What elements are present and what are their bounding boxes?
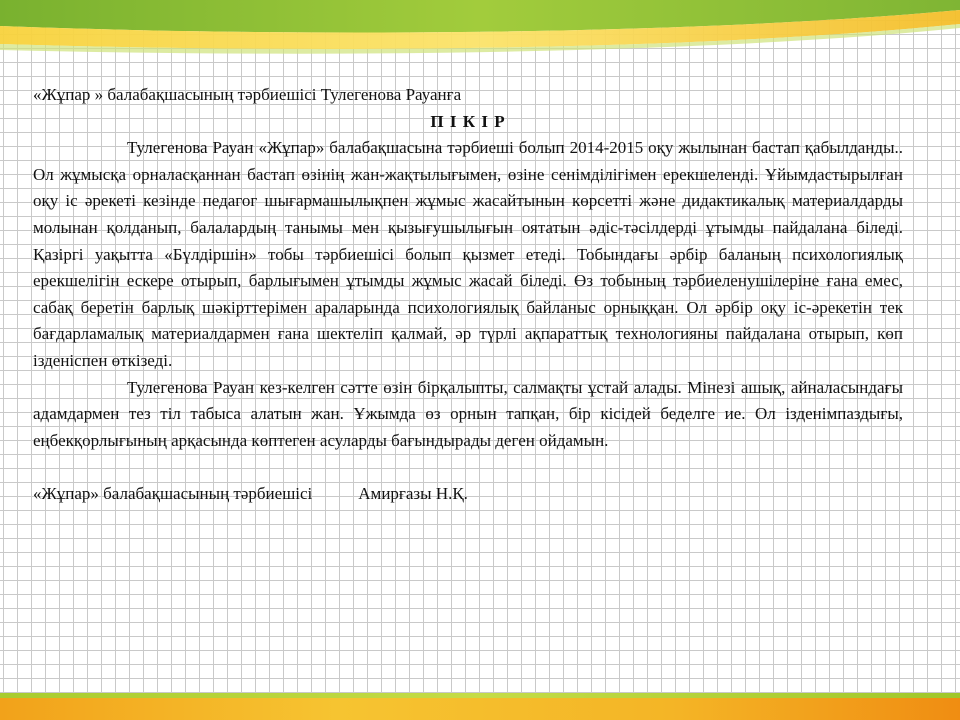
signature-name: Амирғазы Н.Қ. xyxy=(358,483,468,503)
letter-paragraph-1: Тулегенова Рауан «Жұпар» балабақшасына тәрбиеші болып 2014-2015 оқу жылынан бастап қабылданды.. Ол жұмысқа орналасқаннан бастап өзінің жан-жақтылығымен, өзіне сенімділігімен ерекшеленді. Ұйымдастырылған оқу іс әрекеті кезінде педагог шығармашылықпен жұмыс жасайтынын көрсетті және дидактикалық материалдарды молынан қолданып, балалардың танымы мен қызығушылығын оятатын әдіс-тәсілдерді ұтымды пайдалана біледі. Қазіргі уақытта «Бүлдіршін» тобы тәрбиешісі болып қызмет етеді. Тобындағы әрбір баланың психологиялық ерекшелігін ескере отырып, барлығымен ұтымды жұмыс жасай біледі. Өз тобының тәрбиеленушілеріне ғана емес, сабақ беретін барлық шәкірттерімен араларында психологиялық байланыс орныққан. Ол әрбір оқу іс-әрекетін тек бағдарламалық материалдармен ғана шектеліп қалмай, әр түрлі ақпараттық технологияны пайдалана отырып, көп ізденіспен өткізеді. xyxy=(33,138,903,370)
letter-paragraph-2: Тулегенова Рауан кез-келген сәтте өзін бірқалыпты, салмақты ұстай алады. Мінезі ашық, айналасындағы адамдармен тез тіл табыса алатын жан. Ұжымда өз орнын тапқан, бір кісідей беделге ие. Ол ізденімпаздығы, еңбекқорлығының арқасында көптеген асуларды бағындырады деген ойдамын. xyxy=(33,377,903,450)
bottom-green-line xyxy=(0,693,960,698)
top-decorative-band xyxy=(0,0,960,70)
signature-position: «Жұпар» балабақшасының тәрбиешісі xyxy=(33,483,313,503)
decorative-swoosh-graphic xyxy=(0,0,960,70)
bottom-decorative-band xyxy=(0,698,960,720)
letter-addressee: «Жұпар » балабақшасының тәрбиешісі Тулегенова Рауанға xyxy=(33,85,462,104)
letter-signature xyxy=(33,481,903,508)
letter-document xyxy=(33,82,903,508)
letter-heading: П І К І Р xyxy=(430,111,506,131)
letter-spacer xyxy=(33,454,903,481)
